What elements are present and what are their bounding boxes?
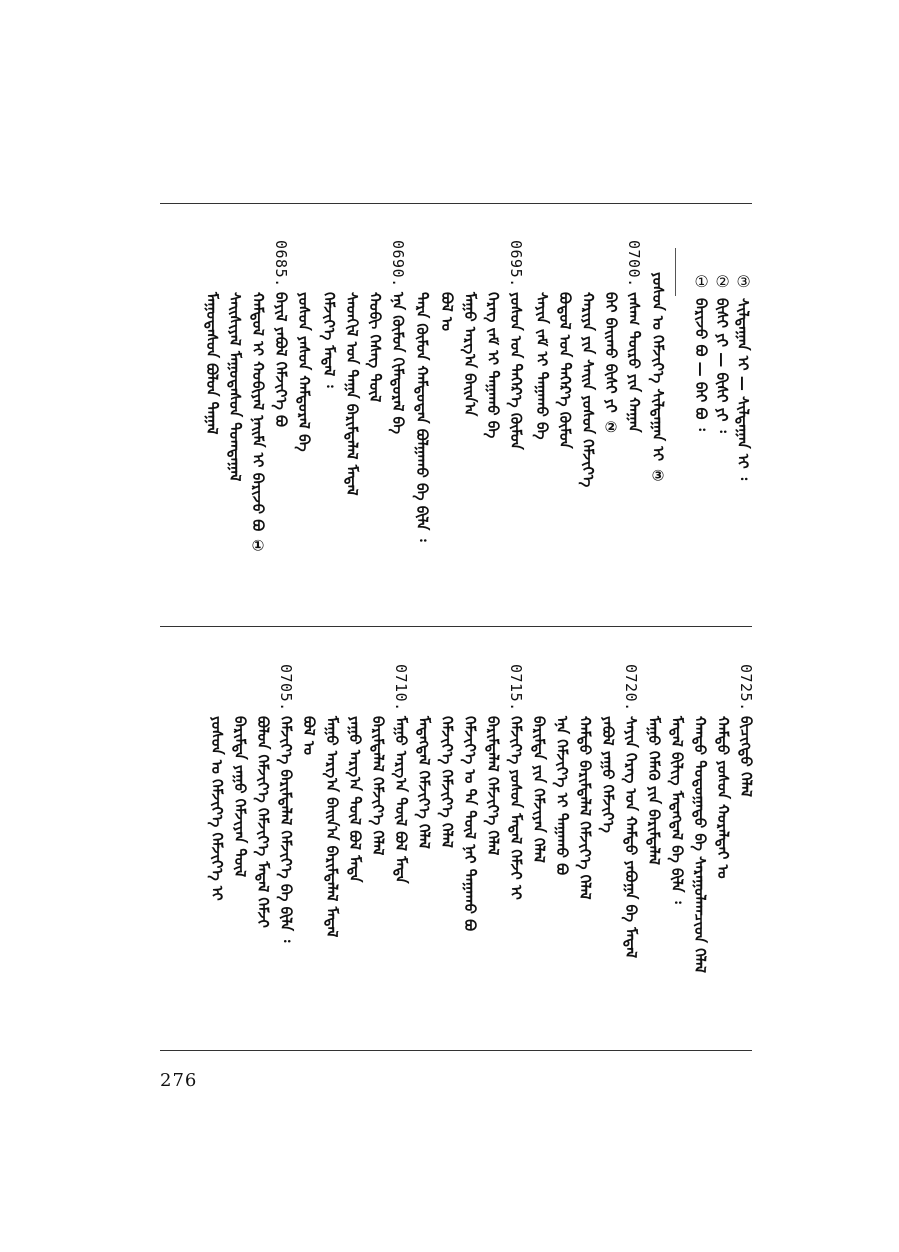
entry-0690-line-2-text: ᠡᠨᠡ ᠬᠥᠮᠦᠨ ᠬᠢᠮᠠᠳᠤᠷᠠᠯ ᠪᠠ bbox=[389, 292, 407, 435]
top-rule bbox=[160, 203, 752, 204]
footnote-3-text: ᠰᠢᠯᠲᠠᠭᠠᠨ ᠢ — ᠰᠢᠯᠲᠠᠭᠠᠨ ᠢ ᠄ bbox=[734, 298, 752, 481]
entry-0715-line-5-text: ᠮᠡᠳᠡᠭᠳᠡᠯ ᠬᠡᠮᠵᠢᠶ᠎ᠡ ᠬᠡᠯᠡᠯ bbox=[415, 716, 433, 849]
entry-0715-line-3-text: ᠬᠡᠮᠵᠢᠶ᠎ᠡ ᠤ ᠲᠡ ᠲᠦᠯ ᠨᠠᠢ ᠳᠠᠭᠠᠬᠤ ᠪᠣ bbox=[461, 716, 479, 932]
entry-0720-line-1-text: ᠰᠠᠶᠢᠨ ᠬᠡᠷᠡᠭ ᠤᠨ ᠬᠠᠮᠲᠤ ᠶᠠᠪᠤᠭᠠ ᠪᠠ ᠮᠡᠳᠡᠯ bbox=[622, 716, 640, 959]
upper-block bbox=[203, 240, 775, 610]
entry-0700-number: 0700. bbox=[625, 240, 643, 288]
entry-0685-line-2-text: ᠪᠠᠶᠢᠯ ᠶᠠᠪᠤᠯ ᠬᠡᠮᠵᠢᠶ᠎ᠡ ᠪᠣ bbox=[272, 292, 290, 427]
footnote-separator bbox=[675, 248, 676, 296]
entry-0690-line-4-text: ᠰᠡᠳᠬᠢᠯ ᠤᠨ ᠳᠠᠭᠠ ᠪᠠᠷᠢᠮᠲᠠᠯᠠᠯ ᠮᠡᠳᠡᠯ bbox=[343, 292, 361, 496]
entry-0705-line-4-text: ᠶᠣᠰᠣᠨ ᠤ ᠬᠡᠮᠵᠢᠶ᠎ᠡ ᠬᠡᠮᠵᠢᠶ᠎ᠡ ᠢ bbox=[208, 716, 226, 901]
entry-0710-line-4-text: ᠮᠠᠭᠤ ᠠᠷᠭ᠎ᠠ ᠪᠠᠢᠨ᠎ᠠ ᠪᠠᠷᠢᠮᠲᠠᠯᠠᠯ ᠮᠡᠳᠡᠯ bbox=[323, 716, 341, 938]
entry-0685-number: 0685. bbox=[272, 240, 290, 288]
footnote-1-text: ᠪᠠᠷᠢᠵᠤ ᠪᠣ — ᠪᠠᠢ ᠪᠣ ᠄ bbox=[692, 298, 710, 431]
entry-0725-line-3-text: ᠬᠠᠨᠳᠤ ᠳᠣᠳᠣᠭᠠᠳᠤ ᠪᠠ ᠰᠠᠷᠠᠭᠤᠯᠠᠭᠴᠢᠳ ᠬᠡᠯᠡᠯ bbox=[691, 716, 709, 974]
entry-0695-number: 0695. bbox=[507, 240, 525, 288]
entry-0690-line-5-text: ᠬᠡᠮᠵᠢᠶ᠎ᠡ ᠮᠡᠳᠡᠯ ᠄ bbox=[320, 292, 338, 388]
entry-0725-line-2-text: ᠬᠠᠮᠲᠤ ᠶᠣᠰᠣᠨ ᠬᠤᠷᠠᠯᠳᠠᠢ ᠤ bbox=[714, 716, 732, 879]
bottom-rule bbox=[160, 1050, 752, 1051]
entry-0700-line-1-text: ᠶᠣᠰᠣᠨ ᠤ ᠬᠡᠮᠵᠢᠶ᠎ᠡ ᠰᠢᠯᠲᠠᠭᠠᠨ ᠢ ③ bbox=[649, 272, 667, 485]
entry-0685-line-1-text: ᠶᠣᠰᠣᠨ ᠶᠠᠰᠤᠨ ᠬᠠᠮᠲᠤᠷᠠᠯ ᠪᠠ bbox=[295, 292, 313, 452]
footnote-2-text: ᠪᠢᠰᠢ ᠶᠢ — ᠪᠢᠰᠢ ᠶᠢ ᠄ bbox=[713, 298, 731, 433]
entry-0705-number: 0705. bbox=[277, 664, 295, 712]
entry-0725-line-4-text: ᠮᠡᠳᠡᠯ ᠪᠢᠯᠢᠭ ᠮᠡᠳᠡᠭᠳᠡᠯ ᠪᠠ ᠪᠢᠯᠡ ᠄ bbox=[668, 716, 686, 904]
footnote-1-marker: ① bbox=[692, 272, 711, 291]
footnote-2-marker: ② bbox=[713, 272, 732, 291]
entry-0725-line-1-text: ᠪᠢᠴᠢᠭᠲᠦ ᠬᠡᠯᠡᠯ bbox=[737, 716, 755, 797]
entry-0725-line-5-text: ᠮᠠᠭᠤ ᠬᠡᠮᠡᠬᠦ ᠶᠢᠨ ᠪᠠᠷᠢᠮᠲᠠᠯᠠᠯ bbox=[645, 716, 663, 865]
entry-0710-line-3-text: ᠶᠠᠭᠤ ᠠᠷᠭ᠎ᠠ ᠲᠦᠯ ᠪᠣᠯ ᠮᠡᠳᠡ bbox=[346, 716, 364, 883]
entry-0705-line-2-text: ᠪᠣᠯᠤᠨ ᠬᠡᠮᠵᠢᠶ᠎ᠡ ᠬᠡᠮᠵᠢᠶ᠎ᠡ ᠮᠡᠳᠡᠯ ᠬᠡᠮᠵᠢ bbox=[254, 716, 272, 928]
entry-0695-line-1-text: ᠶᠣᠰᠣᠨ ᠤᠨ ᠳᠡᠭᠡᠷ᠎ᠡ ᠬᠦᠮᠦᠨ bbox=[507, 292, 525, 450]
entry-0705-line-3-text: ᠪᠠᠷᠢᠮᠲᠠ ᠶᠠᠭᠤ ᠬᠡᠮᠵᠢᠶᠡᠨ ᠲᠦᠯ bbox=[231, 716, 249, 878]
entry-0715-number: 0715. bbox=[507, 664, 525, 712]
entry-0690-line-1-text: ᠲᠡᠷᠡ ᠬᠦᠮᠦᠨ ᠬᠠᠮᠲᠤᠳᠠᠨ ᠪᠣᠯᠭᠠᠬᠤ ᠪᠠ ᠪᠢᠯᠡ ᠄ bbox=[413, 292, 431, 542]
entry-0690-line-3-text: ᠬᠤᠪᠢ ᠬᠡᠰᠡᠭ ᠲᠦᠯ bbox=[366, 292, 384, 403]
entry-0700-line-2-text: ᠵᠠᠰᠠᠭ ᠲᠥᠷᠥ ᠶᠢᠨ ᠬᠠᠭᠠᠨ bbox=[625, 292, 643, 433]
page-number: 276 bbox=[160, 1070, 198, 1091]
entry-0720-line-4-text: ᠡᠨᠡ ᠬᠡᠮᠵᠢᠶ᠎ᠡ ᠢ ᠳᠠᠭᠠᠬᠤ ᠪᠣ bbox=[553, 716, 571, 876]
entry-0720-line-3-text: ᠬᠠᠮᠲᠤ ᠪᠠᠷᠢᠮᠲᠠᠯᠠᠯ ᠬᠡᠮᠵᠢᠶ᠎ᠡ ᠬᠡᠯᠡᠯ bbox=[576, 716, 594, 900]
entry-0725-number: 0725. bbox=[737, 664, 755, 712]
entry-0710-number: 0710. bbox=[392, 664, 410, 712]
entry-0700-line-5-text: ᠪᠣᠳᠣᠯ ᠤᠨ ᠳᠡᠭᠡᠷ᠎ᠡ ᠬᠦᠮᠦᠨ bbox=[556, 292, 574, 449]
middle-rule bbox=[160, 626, 752, 627]
entry-0715-line-1-text: ᠬᠡᠮᠵᠢᠶ᠎ᠡ ᠶᠣᠰᠣᠨ ᠮᠡᠳᠡᠯ ᠬᠡᠮᠵᠢ ᠢ bbox=[507, 716, 525, 900]
entry-0685-line-5-text: ᠮᠠᠭᠤᠳᠠᠰᠤᠨ ᠪᠣᠯᠤᠨ ᠳᠠᠭᠠᠯ bbox=[203, 292, 221, 435]
entry-0720-line-2-text: ᠶᠠᠪᠤᠯ ᠶᠠᠭᠤ ᠬᠡᠮᠵᠢᠶ᠎ᠡ bbox=[599, 716, 617, 833]
entry-0710-line-2-text: ᠪᠠᠷᠢᠮᠲᠠᠯᠠᠯ ᠬᠡᠮᠵᠢᠶ᠎ᠡ ᠬᠡᠯᠡᠯ bbox=[369, 716, 387, 856]
entry-0700-line-6-text: ᠰᠠᠶᠢᠨ ᠵᠠᠮ ᠢ ᠳᠠᠭᠠᠬᠤ ᠪᠠ bbox=[533, 292, 551, 440]
entry-0685-line-3-text: ᠬᠠᠮᠲᠤᠯ ᠢ ᠬᠤᠪᠢᠶᠠᠯ ᠨᠠᠢᠮᠠ ᠢ ᠪᠠᠷᠢᠵᠤ ᠪᠣ ① bbox=[249, 292, 267, 555]
entry-0685-line-4-text: ᠰᠠᠢᠰᠢᠶᠠᠯ ᠮᠠᠭᠤᠳᠠᠰᠤᠨ ᠲᠣᠭᠲᠠᠭᠠᠯ bbox=[226, 292, 244, 482]
entry-0720-number: 0720. bbox=[622, 664, 640, 712]
entry-0700-line-4-text: ᠬᠠᠷᠢᠶᠠ ᠶᠢᠨ ᠰᠠᠢᠨ ᠶᠣᠰᠣᠨ ᠬᠡᠮᠵᠢᠶ᠎ᠡ bbox=[579, 292, 597, 488]
footnote-3-marker: ③ bbox=[734, 272, 753, 291]
lower-block bbox=[208, 664, 775, 1034]
entry-0695-line-3-text: ᠮᠠᠭᠤ ᠠᠷᠭ᠎ᠠ ᠪᠠᠢᠨ᠎ᠠ bbox=[461, 292, 479, 417]
entry-0715-line-4-text: ᠬᠡᠮᠵᠢᠶ᠎ᠡ ᠬᠡᠮᠵᠢᠶ᠎ᠡ ᠬᠡᠯᠡᠯ bbox=[438, 716, 456, 848]
entry-0695-line-4-text: ᠪᠣᠯ ᠤ bbox=[438, 292, 456, 331]
entry-0695-line-2-text: ᠬᠡᠷᠡᠭ ᠵᠠᠮ ᠢ ᠳᠠᠭᠠᠬᠤ ᠪᠠ bbox=[484, 292, 502, 439]
entry-0705-line-1-text: ᠬᠡᠮᠵᠢᠶ᠎ᠡ ᠪᠠᠷᠢᠮᠲᠠᠯᠠᠯ ᠬᠡᠮᠵᠢᠶ᠎ᠡ ᠪᠠ ᠪᠢᠯᠡ ᠄ bbox=[277, 716, 295, 943]
entry-0715-line-2-text: ᠪᠠᠷᠢᠮᠲᠠᠯᠠᠯ ᠬᠡᠮᠵᠢᠶ᠎ᠡ ᠬᠡᠯᠡᠯ bbox=[484, 716, 502, 856]
entry-0710-line-5-text: ᠪᠣᠯ ᠤ bbox=[300, 716, 318, 755]
entry-0720-line-5-text: ᠪᠠᠷᠢᠮᠲᠠ ᠶᠢᠨ ᠬᠡᠮᠵᠢᠶᠡᠨ ᠬᠡᠯᠡᠯ bbox=[530, 716, 548, 863]
entry-0710-line-1-text: ᠮᠠᠭᠤ ᠠᠷᠭ᠎ᠠ ᠲᠦᠯ ᠪᠣᠯ ᠮᠡᠳᠡ bbox=[392, 716, 410, 884]
entry-0690-number: 0690. bbox=[389, 240, 407, 288]
entry-0700-line-3-text: ᠪᠠᠢ ᠪᠠᠢᠬᠤ ᠪᠢᠰᠢ ᠶᠢ ② bbox=[602, 292, 620, 436]
